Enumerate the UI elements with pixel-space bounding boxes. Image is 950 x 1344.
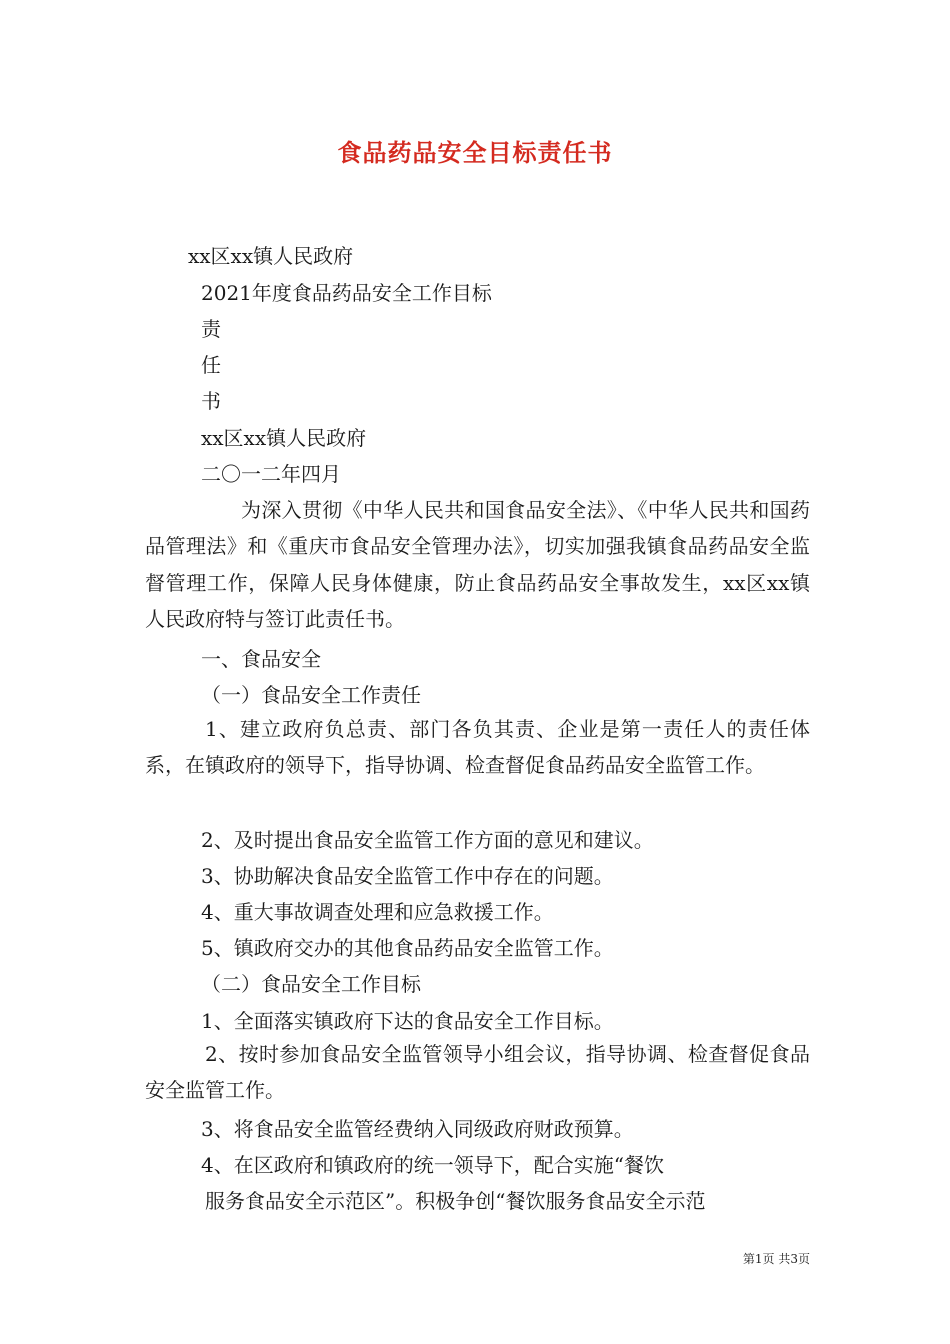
responsibility-item-5: 5、镇政府交办的其他食品药品安全监管工作。: [201, 936, 614, 960]
document-title: 食品药品安全目标责任书: [337, 138, 613, 167]
subsection-heading-responsibility: （一）食品安全工作责任: [201, 683, 421, 707]
page-number-footer: 第1页 共3页: [742, 1252, 810, 1266]
goal-item-2: 2、按时参加食品安全监管领导小组会议，指导协调、检查督促食品安全监管工作。: [145, 1042, 810, 1103]
cover-org-line-2: xx区xx镇人民政府: [201, 426, 367, 450]
responsibility-item-2: 2、及时提出食品安全监管工作方面的意见和建议。: [201, 828, 654, 852]
subsection-heading-goals: （二）食品安全工作目标: [201, 972, 421, 996]
responsibility-item-1: 1、建立政府负总责、部门各负其责、企业是第一责任人的责任体系，在镇政府的领导下，指导协调、检查督促食品药品安全监管工作。: [145, 717, 810, 778]
goal-item-4-line-1: 4、在区政府和镇政府的统一领导下，配合实施“餐饮: [201, 1153, 664, 1177]
responsibility-item-3: 3、协助解决食品安全监管工作中存在的问题。: [201, 864, 614, 888]
responsibility-item-4: 4、重大事故调查处理和应急救援工作。: [201, 900, 554, 924]
cover-org-line: xx区xx镇人民政府: [188, 244, 354, 268]
section-heading-food-safety: 一、食品安全: [201, 647, 321, 671]
cover-char-shu: 书: [201, 389, 221, 413]
goal-item-3: 3、将食品安全监管经费纳入同级政府财政预算。: [201, 1117, 634, 1141]
goal-item-1: 1、全面落实镇政府下达的食品安全工作目标。: [201, 1009, 614, 1033]
cover-char-ren: 任: [201, 353, 221, 377]
cover-date-line: 二〇一二年四月: [201, 462, 341, 486]
intro-paragraph: 为深入贯彻《中华人民共和国食品安全法》、《中华人民共和国药品管理法》和《重庆市食品安全管理办法》，切实加强我镇食品药品安全监督管理工作，保障人民身体健康，防止食品药品安全事故发生，xx区xx镇人民政府特与签订此责任书。: [145, 498, 810, 631]
cover-year-line: 2021年度食品药品安全工作目标: [201, 281, 492, 305]
goal-item-4-line-2: 服务食品安全示范区”。积极争创“餐饮服务食品安全示范: [205, 1189, 706, 1213]
cover-char-ze: 责: [201, 317, 221, 341]
